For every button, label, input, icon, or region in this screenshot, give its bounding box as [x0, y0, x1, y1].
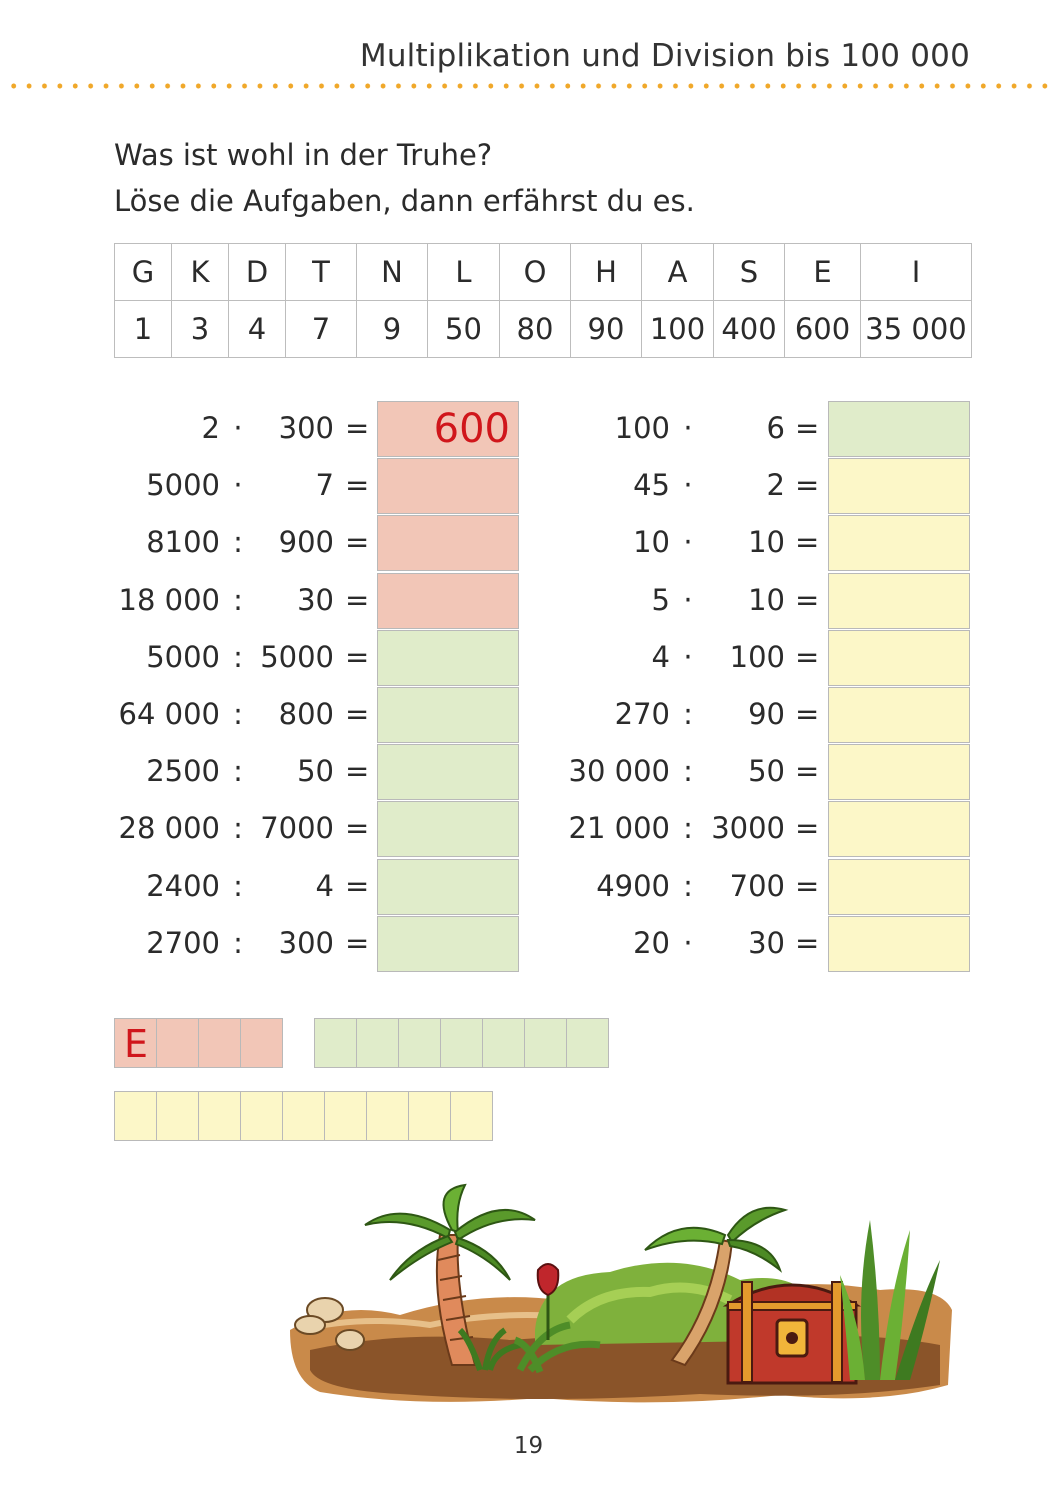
key-number-cell: 4 [229, 301, 286, 358]
solution-letter-box[interactable] [114, 1091, 157, 1141]
key-letter-cell: L [428, 244, 500, 301]
task-first-number: 10 [633, 525, 670, 560]
solution-letter-box[interactable] [450, 1091, 493, 1141]
task-first-number: 8100 [146, 525, 220, 560]
answer-field[interactable] [828, 458, 970, 514]
key-letter-cell: N [357, 244, 428, 301]
task-first-number: 270 [614, 697, 670, 731]
task-operator: : [233, 697, 243, 731]
key-number-cell: 600 [785, 301, 861, 358]
task-operator: · [683, 925, 693, 960]
task-operator: : [683, 697, 693, 731]
task-first-number: 2700 [146, 925, 220, 960]
task-equals-sign: = [795, 868, 820, 903]
task-equals-sign: = [795, 639, 820, 674]
page-number: 19 [513, 1433, 544, 1459]
letter-number-key-table [114, 243, 972, 358]
key-number-cell: 9 [357, 301, 428, 358]
task-first-number: 5000 [146, 639, 220, 674]
solution-letter-box[interactable] [440, 1018, 483, 1068]
task-operator: · [683, 468, 693, 503]
solution-letter-box[interactable] [398, 1018, 441, 1068]
task-second-number: 2 [766, 468, 785, 503]
task-equals-sign: = [345, 925, 370, 960]
task-first-number: 20 [633, 925, 670, 960]
key-letter-cell: A [642, 244, 714, 301]
task-first-number: 30 000 [568, 754, 670, 789]
dotted-divider [6, 83, 1051, 89]
task-second-number: 100 [729, 639, 785, 674]
key-letter-cell: I [861, 244, 972, 301]
task-equals-sign: = [345, 639, 370, 674]
solution-letter-box[interactable] [356, 1018, 399, 1068]
task-first-number: 2400 [146, 868, 220, 903]
task-first-number: 4 [651, 639, 670, 674]
solution-letter-box[interactable] [566, 1018, 609, 1068]
key-number-cell: 80 [500, 301, 571, 358]
solution-letter-box[interactable] [366, 1091, 409, 1141]
task-equals-sign: = [795, 525, 820, 560]
key-number-cell: 35 000 [861, 301, 972, 358]
task-equals-sign: = [345, 468, 370, 503]
task-equals-sign: = [795, 582, 820, 617]
task-first-number: 4900 [596, 868, 670, 903]
answer-field[interactable] [828, 916, 970, 972]
task-operator: : [233, 925, 243, 960]
task-operator: : [683, 754, 693, 789]
task-second-number: 30 [748, 925, 785, 960]
task-second-number: 6 [766, 411, 785, 445]
task-second-number: 7 [315, 468, 334, 503]
solution-letter-box[interactable] [240, 1018, 283, 1068]
task-operator: : [233, 754, 243, 789]
key-letter-cell: E [785, 244, 861, 301]
task-equals-sign: = [345, 525, 370, 560]
task-second-number: 10 [748, 525, 785, 560]
answer-field[interactable] [828, 630, 970, 686]
solution-letter-box[interactable] [482, 1018, 525, 1068]
solution-letter-box[interactable] [324, 1091, 367, 1141]
task-second-number: 30 [297, 582, 334, 617]
key-letter-cell: D [229, 244, 286, 301]
task-equals-sign: = [795, 811, 820, 846]
task-operator: : [233, 868, 243, 903]
task-operator: · [683, 525, 693, 560]
task-equals-sign: = [795, 411, 820, 445]
task-first-number: 2 [201, 411, 220, 445]
task-operator: : [683, 811, 693, 846]
task-equals-sign: = [795, 754, 820, 789]
task-second-number: 800 [278, 697, 334, 731]
solution-letter-box[interactable] [156, 1018, 199, 1068]
answer-field[interactable] [828, 801, 970, 857]
key-letter-cell: S [714, 244, 785, 301]
task-equals-sign: = [345, 697, 370, 731]
solution-letter-box[interactable] [198, 1091, 241, 1141]
task-first-number: 5 [651, 582, 670, 617]
task-second-number: 300 [278, 411, 334, 445]
solution-word-1 [114, 1018, 283, 1068]
solution-letter-box[interactable] [156, 1091, 199, 1141]
task-first-number: 45 [633, 468, 670, 503]
task-operator: · [233, 468, 243, 503]
task-first-number: 28 000 [118, 811, 220, 846]
task-operator: : [683, 868, 693, 903]
task-second-number: 300 [278, 925, 334, 960]
key-letter-cell: O [500, 244, 571, 301]
task-operator: · [233, 411, 243, 445]
answer-value: 600 [433, 406, 510, 452]
task-first-number: 64 000 [118, 697, 220, 731]
task-second-number: 50 [297, 754, 334, 789]
task-operator: · [683, 411, 693, 445]
solution-letter-box[interactable] [240, 1091, 283, 1141]
solution-letter-box[interactable] [198, 1018, 241, 1068]
key-letter-cell: K [172, 244, 229, 301]
task-second-number: 5000 [260, 639, 334, 674]
task-first-number: 21 000 [568, 811, 670, 846]
task-second-number: 10 [748, 582, 785, 617]
solution-letter-box[interactable] [282, 1091, 325, 1141]
task-second-number: 50 [748, 754, 785, 789]
task-equals-sign: = [795, 468, 820, 503]
key-numbers-row [115, 301, 972, 358]
task-operator: · [683, 582, 693, 617]
key-number-cell: 50 [428, 301, 500, 358]
task-first-number: 2500 [146, 754, 220, 789]
instruction-line-2: Löse die Aufgaben, dann erfährst du es. [114, 184, 695, 218]
task-first-number: 18 000 [118, 582, 220, 617]
answer-field[interactable] [828, 687, 970, 743]
key-number-cell: 100 [642, 301, 714, 358]
task-second-number: 90 [748, 697, 785, 731]
task-equals-sign: = [345, 868, 370, 903]
task-equals-sign: = [345, 582, 370, 617]
key-letters-row [115, 244, 972, 301]
task-equals-sign: = [795, 925, 820, 960]
key-letter-cell: T [286, 244, 357, 301]
page-header-title: Multiplikation und Division bis 100 000 [359, 38, 970, 74]
solution-word-2 [314, 1018, 609, 1068]
task-first-number: 100 [614, 411, 670, 445]
key-letter-cell: G [115, 244, 172, 301]
task-operator: : [233, 811, 243, 846]
task-operator: · [683, 639, 693, 674]
task-equals-sign: = [345, 411, 370, 445]
answer-field[interactable] [828, 859, 970, 915]
instruction-line-1: Was ist wohl in der Truhe? [114, 138, 493, 172]
key-number-cell: 3 [172, 301, 229, 358]
solution-word-3 [114, 1091, 493, 1141]
answer-field[interactable] [828, 744, 970, 800]
solution-letter-box[interactable] [524, 1018, 567, 1068]
task-operator: : [233, 639, 243, 674]
solution-letter-box[interactable] [408, 1091, 451, 1141]
task-equals-sign: = [345, 811, 370, 846]
answer-field[interactable] [828, 573, 970, 629]
task-first-number: 5000 [146, 468, 220, 503]
solution-letter: E [124, 1022, 149, 1066]
key-number-cell: 400 [714, 301, 785, 358]
task-equals-sign: = [345, 754, 370, 789]
task-equals-sign: = [795, 697, 820, 731]
task-second-number: 700 [729, 868, 785, 903]
task-second-number: 3000 [711, 811, 785, 846]
task-operator: : [233, 525, 243, 560]
task-second-number: 7000 [260, 811, 334, 846]
key-number-cell: 90 [571, 301, 642, 358]
task-second-number: 4 [315, 868, 334, 903]
task-second-number: 900 [278, 525, 334, 560]
solution-letter-box[interactable] [314, 1018, 357, 1068]
key-number-cell: 1 [115, 301, 172, 358]
solution-letter-box[interactable] [114, 1018, 157, 1068]
key-number-cell: 7 [286, 301, 357, 358]
treasure-island-icon [280, 1180, 960, 1410]
answer-field[interactable] [828, 515, 970, 571]
task-operator: : [233, 582, 243, 617]
key-letter-cell: H [571, 244, 642, 301]
answer-field[interactable] [828, 401, 970, 457]
